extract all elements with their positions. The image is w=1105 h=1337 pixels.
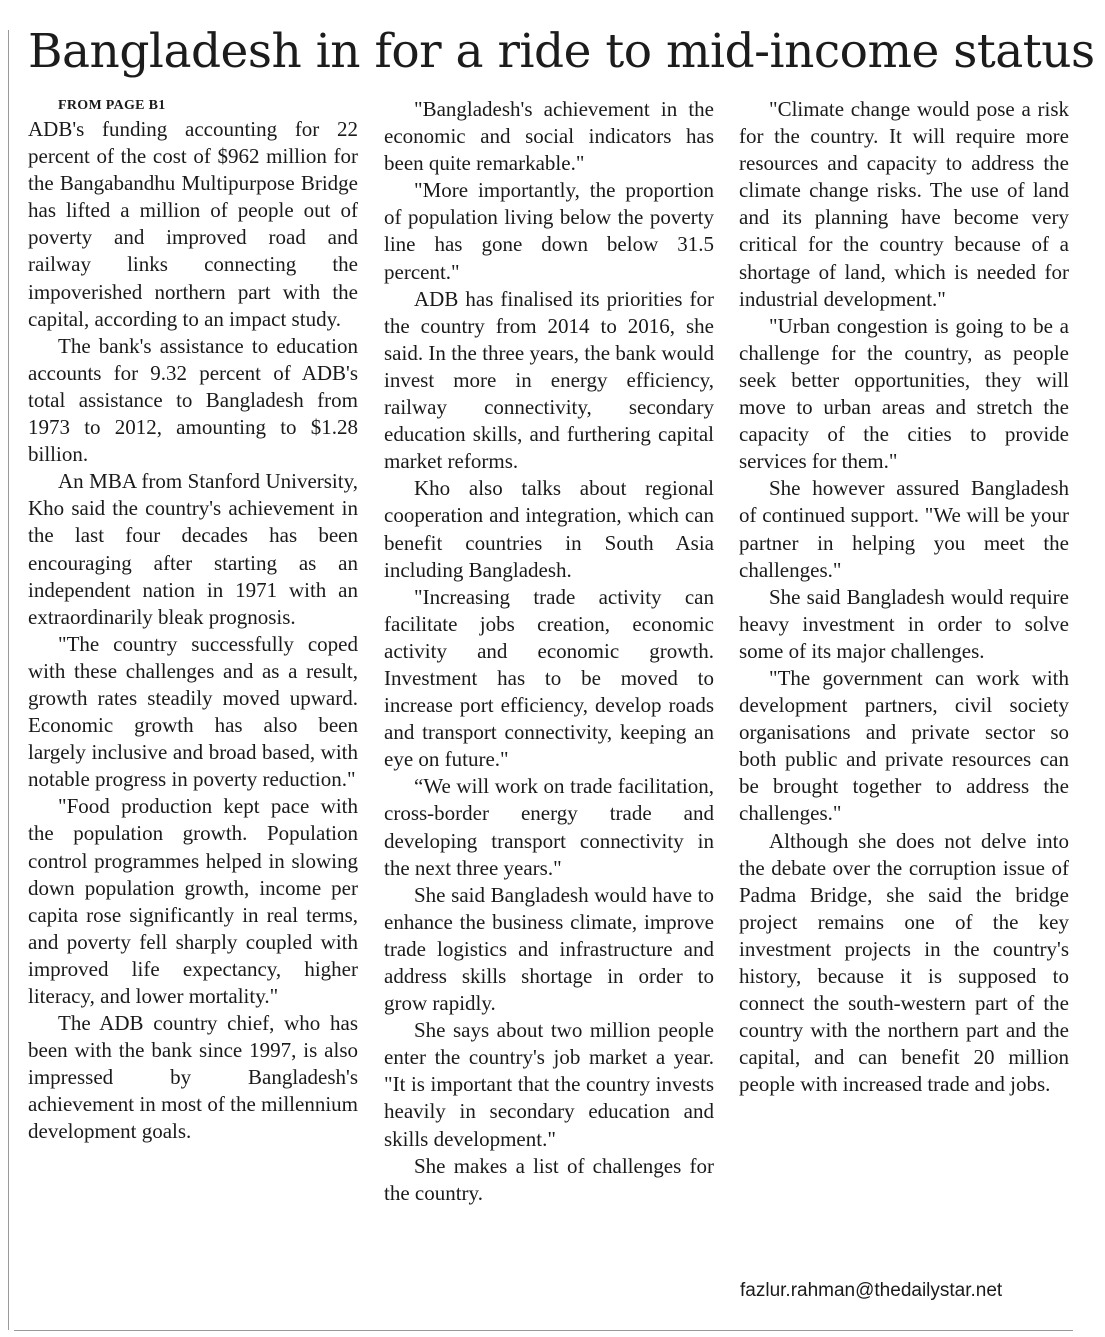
article-paragraph: ADB has finalised its priorities for the country from 2014 to 2016, she said. In the three years, the bank would invest more in energy efficiency, railway connectivity, secondary education skills, and furthering capital market reforms. bbox=[384, 286, 714, 474]
article-paragraph: “We will work on trade facilitation, cross-border energy trade and developing transport connectivity in the next three years." bbox=[384, 774, 714, 880]
continued-from-label: FROM PAGE B1 bbox=[58, 98, 166, 113]
article-paragraph: Kho also talks about regional cooperation and integration, which can benefit countries in South Asia including Bangladesh. bbox=[384, 476, 714, 582]
article-paragraph: "Climate change would pose a risk for the country. It will require more resources and capacity to address the climate change risks. The use of land and its planning have become very critical for the country because of a shortage of land, which is needed for industrial development." bbox=[739, 97, 1069, 311]
article-column-3 bbox=[739, 96, 1069, 1098]
article-column-2 bbox=[384, 96, 714, 1207]
bottom-rule bbox=[14, 1330, 1073, 1331]
article-paragraph: The bank's assistance to education accounts for 9.32 percent of ADB's total assistance to Bangladesh from 1973 to 2012, amounting to $1.28 billion. bbox=[28, 333, 358, 467]
article-paragraph: "The government can work with development partners, civil society organisations and private sector so both public and private resources can be brought together to address the challenges." bbox=[739, 665, 1069, 826]
article-paragraph: "Bangladesh's achievement in the economic and social indicators has been quite remarkable." bbox=[384, 97, 714, 176]
article-paragraph: "Increasing trade activity can facilitate jobs creation, economic activity and economic growth. Investment has to be moved to increase port efficiency, develop roads and transport connectivity, keeping an eye on future." bbox=[384, 584, 714, 772]
article-paragraph: "More importantly, the proportion of population living below the poverty line has gone down below 31.5 percent." bbox=[384, 178, 714, 284]
article-paragraph: She said Bangladesh would have to enhance the business climate, improve trade logistics and infrastructure and address skills shortage in order to grow rapidly. bbox=[384, 882, 714, 1016]
article-paragraph: The ADB country chief, who has been with the bank since 1997, is also impressed by Bangladesh's achievement in most of the millennium development goals. bbox=[28, 1011, 358, 1144]
article-paragraph: ADB's funding accounting for 22 percent of the cost of $962 million for the Bangabandhu Multipurpose Bridge has lifted a million of people out of poverty and improved road and railway links connecting the impoverished northern part with the capital, according to an impact study. bbox=[28, 117, 358, 331]
author-email: fazlur.rahman@thedailystar.net bbox=[740, 1280, 1003, 1301]
article-paragraph: "The country successfully coped with these challenges and as a result, growth rates steadily moved upward. Economic growth has also been largely inclusive and broad based, with notable progress in poverty reduction." bbox=[28, 631, 358, 792]
article-paragraph: She says about two million people enter the country's job market a year. "It is important that the country invests heavily in secondary education and skills development." bbox=[384, 1018, 714, 1151]
article-headline: Bangladesh in for a ride to mid-income status bbox=[28, 24, 1095, 79]
article-paragraph: She said Bangladesh would require heavy investment in order to solve some of its major challenges. bbox=[739, 584, 1069, 663]
left-column-rule bbox=[8, 30, 9, 1330]
article-column-1 bbox=[28, 96, 358, 1146]
article-paragraph: "Food production kept pace with the population growth. Population control programmes helped in slowing down population growth, income per capita rose significantly in real terms, and poverty fell sharply coupled with improved life expectancy, higher literacy, and lower mortality." bbox=[28, 794, 358, 1008]
article-paragraph: "Urban congestion is going to be a challenge for the country, as people seek better opportunities, they will move to urban areas and stretch the capacity of the cities to provide services for them." bbox=[739, 313, 1069, 474]
article-paragraph: She makes a list of challenges for the country. bbox=[384, 1153, 714, 1205]
article-paragraph: Although she does not delve into the debate over the corruption issue of Padma Bridge, she said the bridge project remains one of the key investment projects in the country's history, because it is supposed to connect the south-western part of the country with the northern part and the capital, and can benefit 20 million people with increased trade and jobs. bbox=[739, 828, 1069, 1097]
article-paragraph: She however assured Bangladesh of continued support. "We will be your partner in helping you meet the challenges." bbox=[739, 476, 1069, 582]
article-paragraph: An MBA from Stanford University, Kho said the country's achievement in the last four decades has been encouraging after starting as an independent nation in 1971 with an extraordinarily bleak prognosis. bbox=[28, 469, 358, 629]
